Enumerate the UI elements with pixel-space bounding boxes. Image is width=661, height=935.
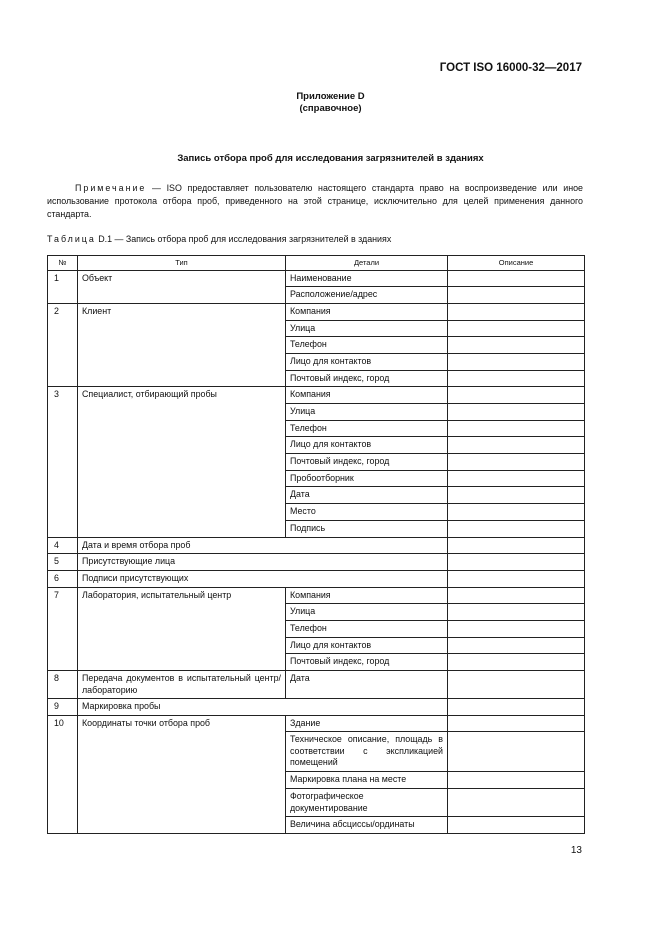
row-type: Передача документов в испытательный центр/лабораторию [78,671,286,699]
row-detail: Расположение/адрес [286,287,448,304]
row-number: 9 [48,699,78,716]
row-type: Координаты точки отбора проб [78,715,286,833]
row-description-cell [448,270,585,287]
row-detail: Почтовый индекс, город [286,370,448,387]
row-description-cell [448,303,585,320]
annex-subtitle: (справочное) [299,103,362,114]
row-description-cell [448,404,585,421]
row-description-cell [448,437,585,454]
row-description-cell [448,715,585,732]
note-paragraph [47,182,583,222]
standard-designation: ГОСТ ISO 16000-32—2017 [439,62,582,74]
row-type: Дата и время отбора проб [78,537,448,554]
note-text: — ISO предоставляет пользователю настоящего стандарта право на воспроизведение или иное использование протокола отбора проб, приведенного на этой странице, исключительно для целей применения данного стандарта. [47,183,583,220]
table-header-row [48,256,585,271]
table-row [48,699,585,716]
row-description-cell [448,699,585,716]
row-detail: Телефон [286,620,448,637]
table-row [48,587,585,604]
row-description-cell [448,604,585,621]
table-row [48,570,585,587]
row-description-cell [448,337,585,354]
annex-title: Приложение D [296,91,365,102]
table-row [48,671,585,699]
row-description-cell [448,671,585,699]
row-description-cell [448,353,585,370]
row-description-cell [448,454,585,471]
row-description-cell [448,470,585,487]
row-detail: Компания [286,387,448,404]
row-type: Подписи присутствующих [78,570,448,587]
row-description-cell [448,520,585,537]
row-number: 10 [48,715,78,833]
section-title: Запись отбора проб для исследования загрязнителей в зданиях [177,153,484,164]
row-detail: Пробоотборник [286,470,448,487]
row-type: Объект [78,270,286,303]
row-detail: Улица [286,604,448,621]
row-number: 8 [48,671,78,699]
row-detail: Улица [286,320,448,337]
row-type: Клиент [78,303,286,386]
row-description-cell [448,487,585,504]
row-description-cell [448,420,585,437]
row-description-cell [448,287,585,304]
row-number: 1 [48,270,78,303]
row-description-cell [448,620,585,637]
page-number: 13 [570,845,582,856]
row-detail: Техническое описание, площадь в соответствии с экспликацией помещений [286,732,448,772]
table-row [48,303,585,320]
row-detail: Лицо для контактов [286,437,448,454]
row-detail: Телефон [286,337,448,354]
row-number: 3 [48,387,78,537]
row-detail: Компания [286,587,448,604]
row-detail: Телефон [286,420,448,437]
row-description-cell [448,504,585,521]
row-description-cell [448,387,585,404]
table-row [48,537,585,554]
row-detail: Улица [286,404,448,421]
row-description-cell [448,554,585,571]
row-description-cell [448,587,585,604]
annex-heading [0,91,661,115]
table-caption-label: Таблица [47,234,96,244]
row-description-cell [448,320,585,337]
row-detail: Величина абсциссы/ординаты [286,817,448,834]
sampling-record-table [47,255,585,834]
row-detail: Почтовый индекс, город [286,654,448,671]
row-detail: Здание [286,715,448,732]
row-detail: Лицо для контактов [286,637,448,654]
header-description: Описание [448,256,585,271]
table-row [48,554,585,571]
note-label: Примечание [75,183,147,193]
row-description-cell [448,732,585,772]
row-description-cell [448,537,585,554]
row-description-cell [448,370,585,387]
row-detail: Дата [286,671,448,699]
row-number: 4 [48,537,78,554]
row-type: Маркировка пробы [78,699,448,716]
row-number: 6 [48,570,78,587]
row-type: Специалист, отбирающий пробы [78,387,286,537]
table-caption [47,234,391,244]
row-detail: Фотографическое документирование [286,789,448,817]
table-row [48,270,585,287]
header-type: Тип [78,256,286,271]
header-number: № [48,256,78,271]
row-detail: Маркировка плана на месте [286,772,448,789]
row-description-cell [448,817,585,834]
row-type: Лаборатория, испытательный центр [78,587,286,670]
row-number: 2 [48,303,78,386]
table-body [48,270,585,833]
row-type: Присутствующие лица [78,554,448,571]
table-row [48,715,585,732]
header-details: Детали [286,256,448,271]
row-description-cell [448,637,585,654]
row-description-cell [448,570,585,587]
row-detail: Лицо для контактов [286,353,448,370]
row-detail: Компания [286,303,448,320]
row-detail: Наименование [286,270,448,287]
row-detail: Почтовый индекс, город [286,454,448,471]
row-description-cell [448,654,585,671]
row-description-cell [448,772,585,789]
row-number: 7 [48,587,78,670]
row-description-cell [448,789,585,817]
row-detail: Место [286,504,448,521]
row-detail: Дата [286,487,448,504]
row-number: 5 [48,554,78,571]
row-detail: Подпись [286,520,448,537]
table-row [48,387,585,404]
table-caption-text: D.1 — Запись отбора проб для исследования загрязнителей в зданиях [95,234,392,244]
